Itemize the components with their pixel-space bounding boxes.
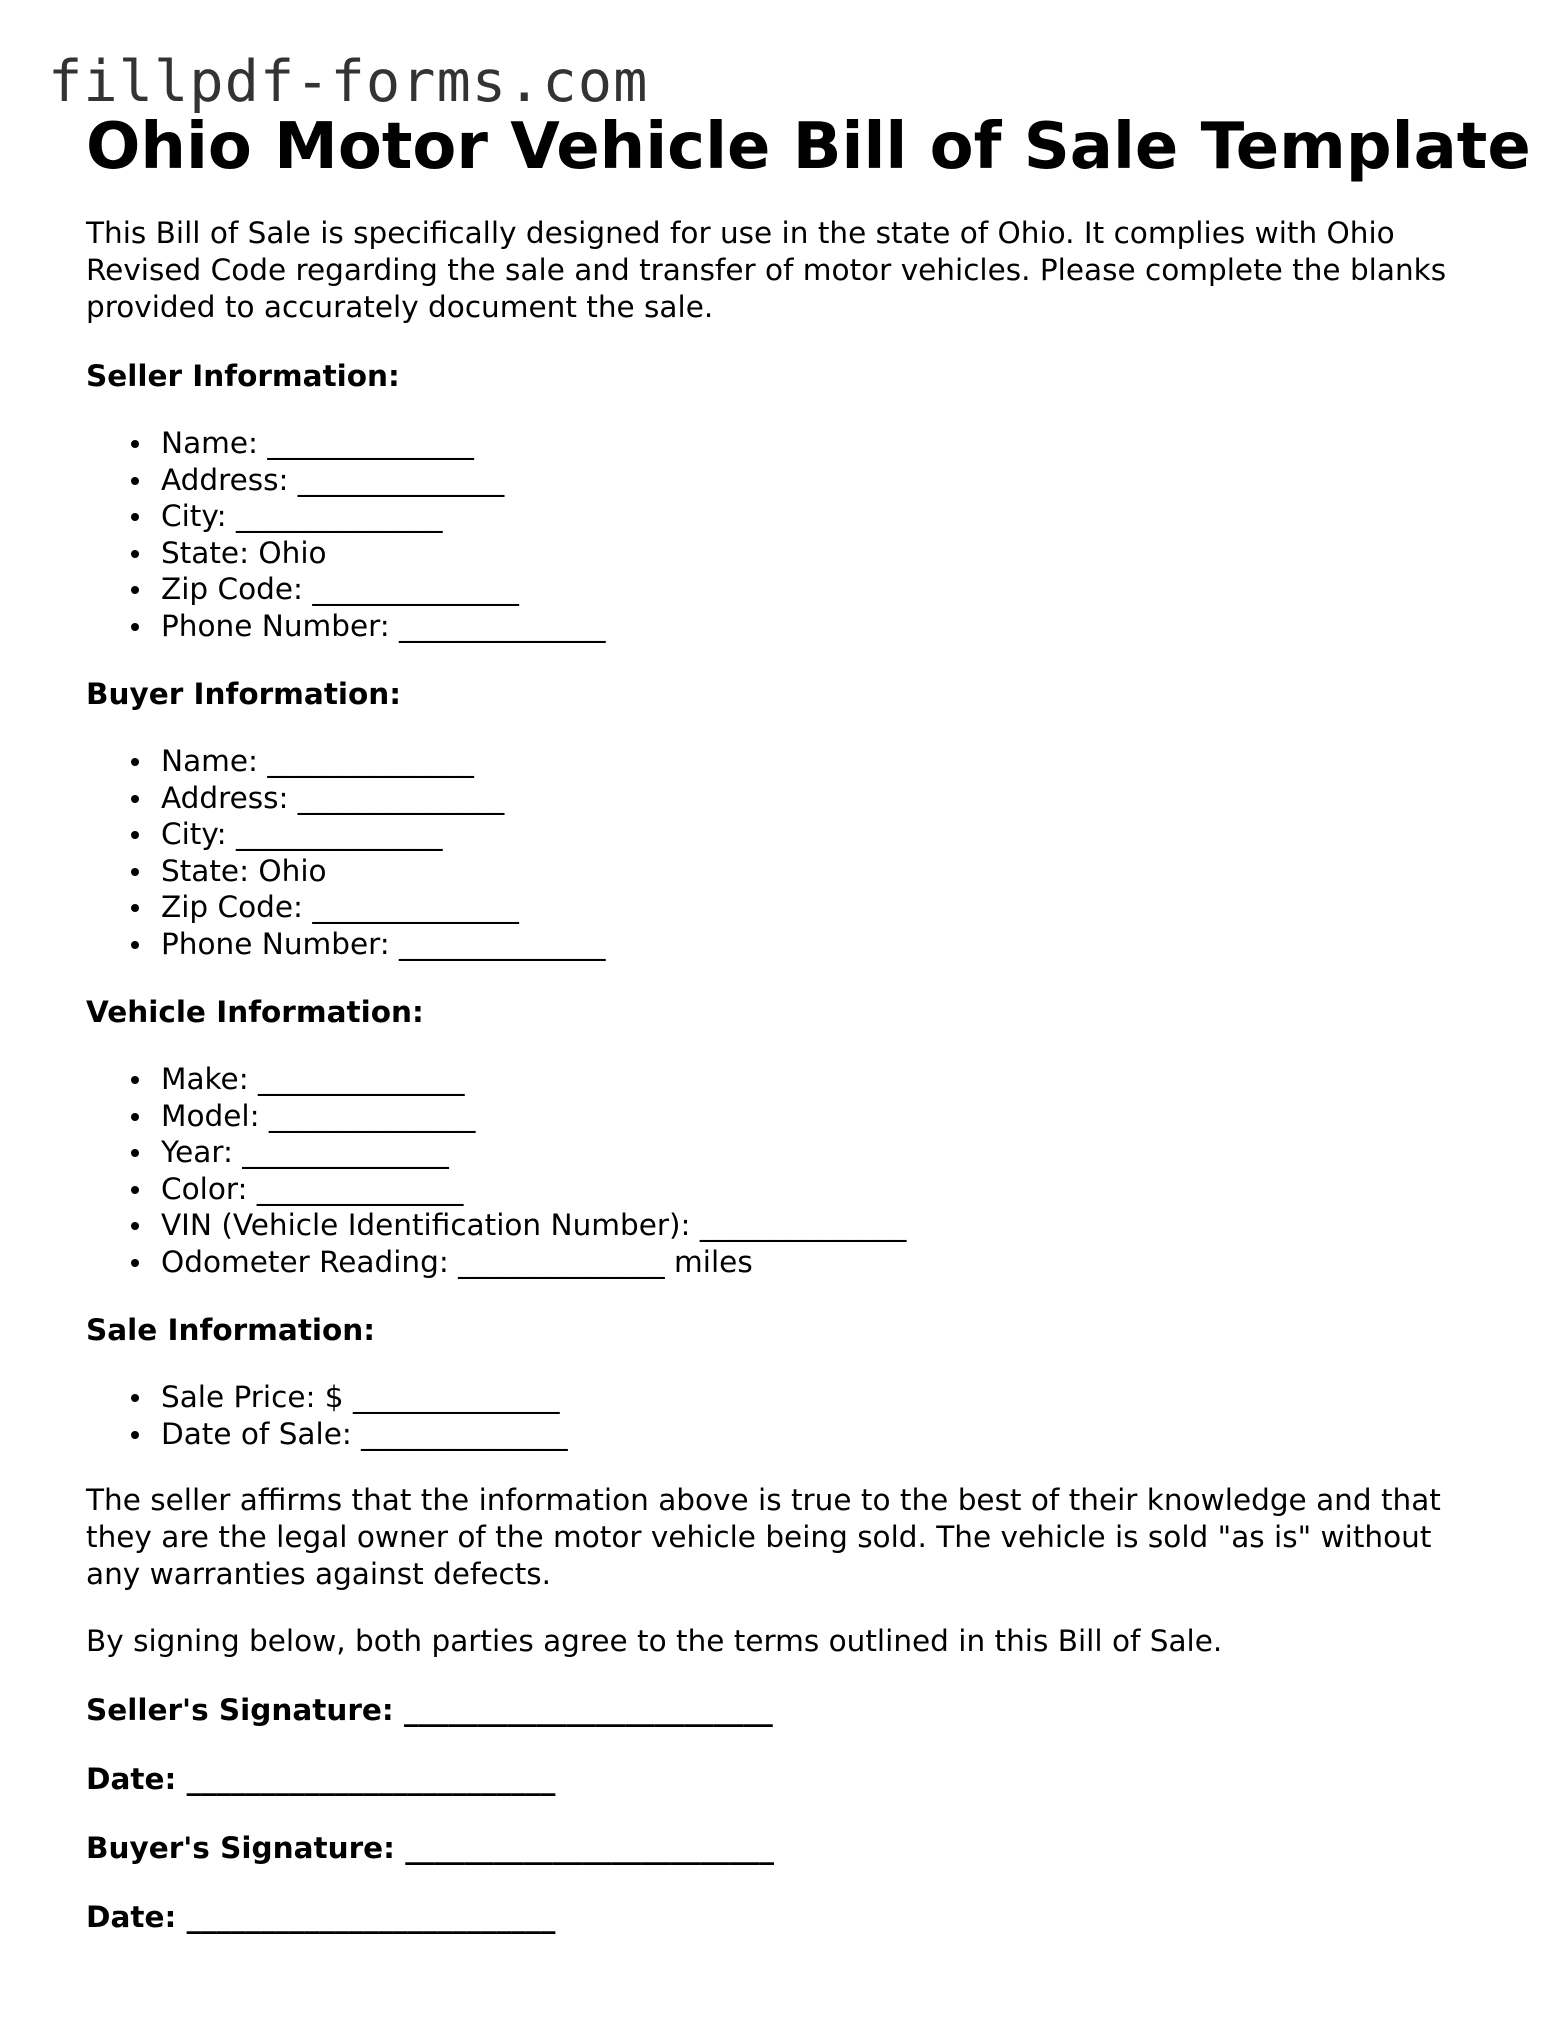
vehicle-info-list: [86, 1061, 1486, 1280]
seller-state-value: State: Ohio: [161, 535, 1486, 572]
vehicle-model-field[interactable]: Model: ______________: [161, 1098, 1486, 1135]
seller-section-heading: Seller Information:: [86, 359, 400, 393]
seller-name-field[interactable]: Name: ______________: [161, 425, 1486, 462]
vehicle-color-field[interactable]: Color: ______________: [161, 1171, 1486, 1208]
sale-info-list: [86, 1379, 1486, 1452]
vehicle-vin-field[interactable]: VIN (Vehicle Identification Number): ______________: [161, 1207, 1486, 1244]
seller-phone-field[interactable]: Phone Number: ______________: [161, 608, 1486, 645]
seller-signature-field[interactable]: Seller's Signature: _________________________: [86, 1693, 773, 1727]
seller-city-field[interactable]: City: ______________: [161, 498, 1486, 535]
sale-section-heading: Sale Information:: [86, 1313, 376, 1347]
seller-address-field[interactable]: Address: ______________: [161, 462, 1486, 499]
document-page: [86, 104, 1531, 1936]
intro-paragraph: This Bill of Sale is specifically designed for use in the state of Ohio. It complies with Ohio Revised Code regarding the sale and transfer of motor vehicles. Please complete the blanks provided to accurately document the sale.: [86, 216, 1447, 324]
affirmation-paragraph: The seller affirms that the information above is true to the best of their knowledge and that they are the legal owner of the motor vehicle being sold. The vehicle is sold "as is" without any warranties against defects.: [86, 1483, 1441, 1591]
buyer-name-field[interactable]: Name: ______________: [161, 743, 1486, 780]
watermark: fillpdf-forms.com: [48, 49, 649, 115]
buyer-address-field[interactable]: Address: ______________: [161, 780, 1486, 817]
buyer-state-value: State: Ohio: [161, 853, 1486, 890]
sale-price-field[interactable]: Sale Price: $ ______________: [161, 1379, 1486, 1416]
seller-info-list: [86, 425, 1486, 644]
buyer-zip-field[interactable]: Zip Code: ______________: [161, 889, 1486, 926]
vehicle-section-heading: Vehicle Information:: [86, 995, 424, 1029]
sale-date-field[interactable]: Date of Sale: ______________: [161, 1416, 1486, 1453]
buyer-city-field[interactable]: City: ______________: [161, 816, 1486, 853]
buyer-date-field[interactable]: Date: _________________________: [86, 1900, 556, 1934]
seller-date-field[interactable]: Date: _________________________: [86, 1762, 556, 1796]
buyer-info-list: [86, 743, 1486, 962]
vehicle-make-field[interactable]: Make: ______________: [161, 1061, 1486, 1098]
buyer-phone-field[interactable]: Phone Number: ______________: [161, 926, 1486, 963]
buyer-section-heading: Buyer Information:: [86, 677, 402, 711]
vehicle-year-field[interactable]: Year: ______________: [161, 1134, 1486, 1171]
page-title: Ohio Motor Vehicle Bill of Sale Template: [86, 110, 1531, 184]
seller-zip-field[interactable]: Zip Code: ______________: [161, 571, 1486, 608]
buyer-signature-field[interactable]: Buyer's Signature: _________________________: [86, 1831, 774, 1865]
agreement-paragraph: By signing below, both parties agree to the terms outlined in this Bill of Sale.: [86, 1624, 1223, 1658]
vehicle-odometer-field[interactable]: Odometer Reading: ______________ miles: [161, 1244, 1486, 1281]
